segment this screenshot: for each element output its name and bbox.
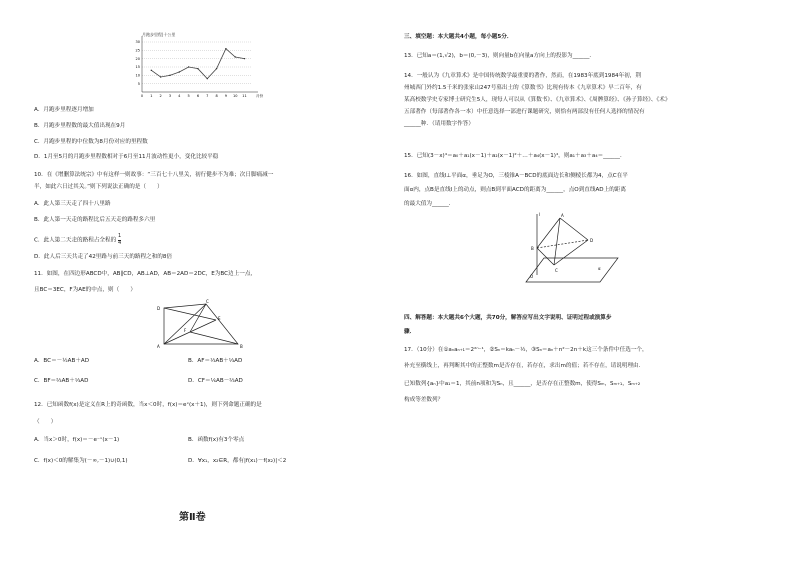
chart-y-tick-label: 20 [135, 56, 140, 61]
q10-stem-line1: 10．在《增删算法统宗》中有这样一则故事：“三百七十八里关，初行健步不为难；次日脚痛减一 [34, 172, 274, 178]
chart-title: 月跑步里程|十公里 [142, 32, 176, 37]
q12-option-d: D．∀x₁，x₂∈R，都有|f(x₁)－f(x₂)|＜2 [188, 458, 287, 464]
label-b: B [240, 344, 243, 349]
q12-option-a: A．当x＞0时，f(x)＝－e⁻ˣ(x－1) [34, 437, 120, 443]
label-alpha: α [598, 266, 601, 271]
chart-series-line [151, 49, 244, 79]
chart-x-tick-label: 9 [224, 94, 228, 98]
tetrahedron-figure [514, 210, 624, 285]
chart-x-tick-label: 2 [159, 94, 162, 98]
part-two-title: 第Ⅱ卷 [179, 512, 206, 523]
q13: 13．已知a＝(1,√2)，b＝(0,－3)，则向量b在向量a方向上的投影为______． [404, 53, 596, 59]
q16-line2: 面α内，点B是直线l上的动点，则点B到平面ACD的距离为______，点O到直线AD上的距离 [404, 187, 626, 193]
q14-line5: ______种．（请用数字作答） [404, 121, 474, 127]
chart-x-tick-label: 3 [168, 94, 172, 98]
chart-data-point [216, 68, 217, 69]
label-a: A [157, 344, 160, 349]
q15: 15．已知(3－x)⁴＝a₀＋a₁(x－1)＋a₂(x－1)²＋…＋a₄(x－1)⁴，则a₁＋a₃＋a₄＝______． [404, 153, 626, 159]
label-b: B [531, 246, 534, 251]
q17-line2: 补充至横线上，再判断其中的正整数m是否存在，若存在，求出m的值；若不存在，请说明理由． [404, 363, 645, 369]
q10-option-b: B．此人第一天走的路程比后五天走的路程多六里 [34, 217, 156, 223]
section-four-heading-line2: 骤． [404, 329, 416, 335]
chart-x-tick-label: 11 [242, 94, 247, 98]
q10-option-d: D．此人后三天共走了42里路与前三天的路程之和的8倍 [34, 254, 173, 260]
q10-option-a: A．此人第三天走了四十八里路 [34, 201, 111, 207]
q12-paren: （ ） [34, 419, 57, 425]
q14-line3: 某高校数学史专家博士研究生5人，现每人可以从《算数书》、《九章算术》、《周髀算经》、《孙子算经》、《术》 [404, 97, 671, 103]
q16-line3: 的最大值为______． [404, 201, 455, 207]
chart-data-point [169, 75, 170, 76]
q17-line4: 构成等差数列？ [404, 397, 444, 403]
fraction-denominator: 4 [118, 239, 122, 246]
chart-x-tick-label: 6 [196, 94, 200, 98]
chart-x-tick-label: 10 [232, 94, 238, 98]
chart-data-point [188, 66, 189, 67]
chart-x-tick-label: 0 [140, 94, 144, 98]
chart-x-tick-label: 月份 [255, 94, 263, 98]
q10-option-c-fraction [118, 234, 121, 246]
chart-x-tick-label: 7 [206, 94, 209, 98]
q14-line2: 州城西门外约1.5千米的张家山247号墓出土的《算数书》比现有传本《九章算术》早二百年，有 [404, 85, 642, 91]
q11-stem-line1: 11．如图，在四边形ABCD中，AB∥CD，AB⊥AD，AB＝2AD＝2DC，E为BC边上一点， [34, 271, 257, 277]
q11-option-d: D．CF＝⅙AB－⅔AD [188, 378, 243, 384]
chart-data-point [207, 78, 208, 79]
chart-y-tick-label: 15 [135, 65, 140, 70]
q14-line1: 14．一般认为《九章算术》是中国传统数学最重要的著作，然而，在1983年底到1984年初，荆 [404, 73, 641, 79]
label-e: E [218, 316, 221, 321]
label-c: C [555, 268, 558, 273]
mileage-chart [130, 30, 270, 102]
label-c: C [206, 299, 209, 304]
chart-data-point [160, 76, 161, 77]
q11-option-b: B．AF＝⅓AB＋⅓AD [188, 358, 243, 364]
chart-x-tick-label: 4 [178, 94, 181, 98]
section-three-heading: 三、填空题：本大题共4小题，每小题5分． [404, 34, 513, 40]
q9-option-a: A．月跑步里程逐月增加 [34, 107, 94, 113]
fraction-numerator: 1 [118, 233, 122, 239]
q11-stem-line2: 且BC＝3EC，F为AE的中点，则（ ） [34, 287, 136, 293]
label-l: l [539, 212, 541, 217]
q11-option-c: C．BF＝⅔AB＋⅓AD [34, 378, 89, 384]
chart-y-tick-label: 10 [135, 73, 140, 78]
chart-data-point [225, 48, 226, 49]
label-a: A [561, 213, 564, 218]
chart-data-point [197, 68, 198, 69]
q9-option-d: D．1月至5月的月跑步里程数相对于6月至11月波动性更小，变化比较平稳 [34, 154, 219, 160]
q10-stem-line2: 半，如此六日过其关。”则下列说法正确的是（ ） [34, 184, 163, 190]
section-four-heading-line1: 四、解答题：本大题共6个大题，共70分，解答应写出文字说明、证明过程或演算步 [404, 315, 612, 321]
chart-y-tick-label: 5 [137, 81, 140, 86]
label-d: D [157, 306, 161, 311]
q12-option-c: C．f(x)＜0的解集为(－∞,－1)∪(0,1) [34, 458, 128, 464]
chart-data-point [151, 70, 152, 71]
chart-x-tick-label: 5 [187, 94, 190, 98]
q10-option-c [34, 234, 121, 246]
label-o: O [530, 274, 534, 279]
q9-option-b: B．月跑步里程数的最大值出现在9月 [34, 123, 126, 129]
chart-y-tick-label: 30 [135, 40, 140, 45]
chart-data-point [235, 56, 236, 57]
q12-stem: 12．已知函数f(x)是定义在R上的奇函数，当x＜0时，f(x)＝eˣ(x＋1)，则下列命题正确的是 [34, 402, 262, 408]
chart-x-tick-label: 1 [150, 94, 153, 98]
q14-line4: 五部著作（每部著作各一本）中任意选择一部进行课题研究，则恰有两部没有任何人选择的情况有 [404, 109, 645, 115]
q11-option-a: A．BC＝－½AB＋AD [34, 358, 90, 364]
chart-data-point [244, 58, 245, 59]
chart-x-tick-label: 8 [215, 94, 218, 98]
q10-option-c-text: C．此人第二天走的路程占全程的 [34, 237, 117, 244]
q16-line1: 16．如图，直线l⊥平面α，垂足为O，三棱锥A－BCD的底面边长和侧棱长都为4，点C在平 [404, 173, 628, 179]
quadrilateral-figure [154, 300, 244, 350]
q17-line1: 17．（10分）在①aₙaₙ₊₁＝2²ⁿ⁻¹，②Sₙ＝kaₙ－½，③Sₙ＝aₙ＋n²－2n＋k这三个条件中任选一个， [404, 347, 648, 353]
q9-option-c: C．月跑步里程的中位数为8月份对应的里程数 [34, 139, 148, 145]
q17-line3: 已知数列{aₙ}中a₁＝1，其前n项和为Sₙ，且______，是否存在正整数m，使得Sₘ，Sₘ₊₁，Sₘ₊₂ [404, 381, 641, 387]
q12-option-b: B．函数f(x)有3个零点 [188, 437, 245, 443]
chart-data-point [179, 71, 180, 72]
label-d: D [590, 238, 594, 243]
chart-y-tick-label: 25 [135, 48, 140, 53]
label-f: F [184, 328, 187, 333]
